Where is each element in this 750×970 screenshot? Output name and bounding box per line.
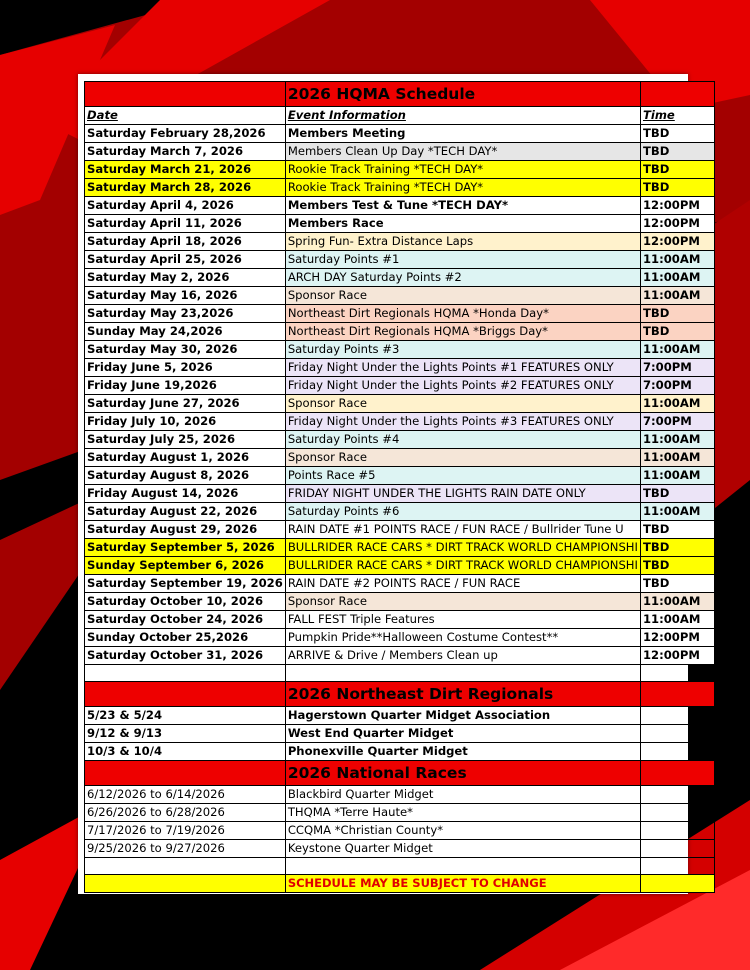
event-date: Saturday September 19, 2026	[85, 575, 286, 593]
event-info: Sponsor Race	[285, 395, 640, 413]
regional-time	[640, 707, 714, 725]
event-date: Saturday May 16, 2026	[85, 287, 286, 305]
event-info: ARRIVE & Drive / Members Clean up	[285, 647, 640, 665]
section-cell	[640, 761, 714, 786]
event-date: Saturday April 25, 2026	[85, 251, 286, 269]
event-time: 11:00AM	[640, 431, 714, 449]
national-event: CCQMA *Christian County*	[285, 822, 640, 840]
regional-date: 5/23 & 5/24	[85, 707, 286, 725]
schedule-row	[85, 575, 715, 593]
event-date: Saturday March 21, 2026	[85, 161, 286, 179]
schedule-row	[85, 197, 715, 215]
event-info: Members Test & Tune *TECH DAY*	[285, 197, 640, 215]
schedule-row	[85, 323, 715, 341]
event-info: Points Race #5	[285, 467, 640, 485]
event-date: Sunday September 6, 2026	[85, 557, 286, 575]
event-time: 7:00PM	[640, 413, 714, 431]
national-date: 6/26/2026 to 6/28/2026	[85, 804, 286, 822]
event-date: Friday June 5, 2026	[85, 359, 286, 377]
event-date: Saturday October 10, 2026	[85, 593, 286, 611]
schedule-row	[85, 413, 715, 431]
event-time: 12:00PM	[640, 215, 714, 233]
event-time: 11:00AM	[640, 395, 714, 413]
event-time: 11:00AM	[640, 449, 714, 467]
schedule-row	[85, 143, 715, 161]
national-time	[640, 822, 714, 840]
event-time: 7:00PM	[640, 359, 714, 377]
national-event: Blackbird Quarter Midget	[285, 786, 640, 804]
event-date: Saturday October 24, 2026	[85, 611, 286, 629]
event-time: TBD	[640, 485, 714, 503]
event-time: 11:00AM	[640, 251, 714, 269]
event-date: Saturday October 31, 2026	[85, 647, 286, 665]
schedule-row	[85, 359, 715, 377]
event-info: BULLRIDER RACE CARS * DIRT TRACK WORLD CHAMPIONSHI	[285, 539, 640, 557]
event-info: Spring Fun- Extra Distance Laps	[285, 233, 640, 251]
nationals-row	[85, 840, 715, 858]
schedule-row	[85, 593, 715, 611]
event-date: Saturday April 4, 2026	[85, 197, 286, 215]
event-date: Saturday June 27, 2026	[85, 395, 286, 413]
note-cell	[85, 875, 286, 893]
schedule-row	[85, 503, 715, 521]
event-time: 12:00PM	[640, 197, 714, 215]
note-cell	[640, 875, 714, 893]
event-date: Saturday May 23,2026	[85, 305, 286, 323]
schedule-row	[85, 233, 715, 251]
blank-row	[85, 858, 715, 875]
event-info: Saturday Points #6	[285, 503, 640, 521]
schedule-row	[85, 377, 715, 395]
schedule-table	[84, 81, 715, 893]
national-date: 9/25/2026 to 9/27/2026	[85, 840, 286, 858]
national-time	[640, 786, 714, 804]
schedule-row	[85, 539, 715, 557]
event-time: 11:00AM	[640, 269, 714, 287]
regional-event: West End Quarter Midget	[285, 725, 640, 743]
schedule-row	[85, 485, 715, 503]
event-time: TBD	[640, 143, 714, 161]
event-info: Rookie Track Training *TECH DAY*	[285, 161, 640, 179]
event-time: TBD	[640, 305, 714, 323]
national-date: 7/17/2026 to 7/19/2026	[85, 822, 286, 840]
nationals-title: 2026 National Races	[285, 761, 640, 786]
regionals-title-row	[85, 682, 715, 707]
event-info: Rookie Track Training *TECH DAY*	[285, 179, 640, 197]
schedule-row	[85, 467, 715, 485]
event-date: Saturday May 2, 2026	[85, 269, 286, 287]
schedule-title: 2026 HQMA Schedule	[285, 82, 640, 107]
event-info: Friday Night Under the Lights Points #2 FEATURES ONLY	[285, 377, 640, 395]
event-info: BULLRIDER RACE CARS * DIRT TRACK WORLD CHAMPIONSHI	[285, 557, 640, 575]
section-cell	[85, 682, 286, 707]
event-info: Sponsor Race	[285, 449, 640, 467]
event-info: Members Race	[285, 215, 640, 233]
event-date: Saturday August 8, 2026	[85, 467, 286, 485]
event-time: 12:00PM	[640, 629, 714, 647]
header-event: Event Information	[285, 107, 640, 125]
event-time: 11:00AM	[640, 593, 714, 611]
regional-date: 9/12 & 9/13	[85, 725, 286, 743]
blank-cell	[640, 665, 714, 682]
national-time	[640, 804, 714, 822]
event-time: 11:00AM	[640, 287, 714, 305]
schedule-row	[85, 287, 715, 305]
event-date: Saturday May 30, 2026	[85, 341, 286, 359]
regional-time	[640, 725, 714, 743]
event-info: Saturday Points #1	[285, 251, 640, 269]
event-info: FALL FEST Triple Features	[285, 611, 640, 629]
nationals-row	[85, 804, 715, 822]
event-time: TBD	[640, 575, 714, 593]
event-date: Saturday August 1, 2026	[85, 449, 286, 467]
event-date: Saturday August 22, 2026	[85, 503, 286, 521]
event-time: 12:00PM	[640, 233, 714, 251]
header-date: Date	[85, 107, 286, 125]
event-time: TBD	[640, 161, 714, 179]
blank-cell	[85, 665, 286, 682]
event-date: Sunday October 25,2026	[85, 629, 286, 647]
event-time: 11:00AM	[640, 341, 714, 359]
national-event: THQMA *Terre Haute*	[285, 804, 640, 822]
event-date: Saturday March 7, 2026	[85, 143, 286, 161]
event-info: Saturday Points #3	[285, 341, 640, 359]
schedule-row	[85, 305, 715, 323]
regionals-row	[85, 725, 715, 743]
event-time: 11:00AM	[640, 611, 714, 629]
schedule-row	[85, 449, 715, 467]
regional-event: Phonexville Quarter Midget	[285, 743, 640, 761]
footer-note: SCHEDULE MAY BE SUBJECT TO CHANGE	[285, 875, 640, 893]
event-date: Saturday April 11, 2026	[85, 215, 286, 233]
schedule-row	[85, 395, 715, 413]
schedule-row	[85, 161, 715, 179]
event-time: TBD	[640, 125, 714, 143]
blank-cell	[85, 858, 286, 875]
event-date: Saturday July 25, 2026	[85, 431, 286, 449]
event-date: Saturday March 28, 2026	[85, 179, 286, 197]
event-time: 11:00AM	[640, 467, 714, 485]
schedule-row	[85, 521, 715, 539]
column-header-row	[85, 107, 715, 125]
regional-time	[640, 743, 714, 761]
regionals-row	[85, 707, 715, 725]
event-info: Northeast Dirt Regionals HQMA *Briggs Day*	[285, 323, 640, 341]
schedule-row	[85, 341, 715, 359]
blank-cell	[285, 858, 640, 875]
schedule-row	[85, 125, 715, 143]
regionals-title: 2026 Northeast Dirt Regionals	[285, 682, 640, 707]
event-time: 12:00PM	[640, 647, 714, 665]
event-date: Saturday September 5, 2026	[85, 539, 286, 557]
event-info: Members Meeting	[285, 125, 640, 143]
event-info: ARCH DAY Saturday Points #2	[285, 269, 640, 287]
event-info: RAIN DATE #1 POINTS RACE / FUN RACE / Bullrider Tune U	[285, 521, 640, 539]
section-cell	[640, 682, 714, 707]
national-date: 6/12/2026 to 6/14/2026	[85, 786, 286, 804]
event-info: Sponsor Race	[285, 593, 640, 611]
nationals-row	[85, 822, 715, 840]
header-time: Time	[640, 107, 714, 125]
section-cell	[85, 761, 286, 786]
schedule-row	[85, 647, 715, 665]
event-date: Saturday April 18, 2026	[85, 233, 286, 251]
event-info: Members Clean Up Day *TECH DAY*	[285, 143, 640, 161]
event-info: Northeast Dirt Regionals HQMA *Honda Day*	[285, 305, 640, 323]
blank-cell	[640, 858, 714, 875]
event-info: RAIN DATE #2 POINTS RACE / FUN RACE	[285, 575, 640, 593]
event-date: Saturday February 28,2026	[85, 125, 286, 143]
schedule-row	[85, 215, 715, 233]
schedule-row	[85, 611, 715, 629]
nationals-title-row	[85, 761, 715, 786]
event-date: Friday June 19,2026	[85, 377, 286, 395]
event-info: Sponsor Race	[285, 287, 640, 305]
schedule-row	[85, 251, 715, 269]
event-time: 7:00PM	[640, 377, 714, 395]
event-date: Friday August 14, 2026	[85, 485, 286, 503]
event-time: 11:00AM	[640, 503, 714, 521]
event-time: TBD	[640, 179, 714, 197]
schedule-row	[85, 629, 715, 647]
event-date: Friday July 10, 2026	[85, 413, 286, 431]
event-time: TBD	[640, 521, 714, 539]
nationals-row	[85, 786, 715, 804]
regional-event: Hagerstown Quarter Midget Association	[285, 707, 640, 725]
footer-note-row	[85, 875, 715, 893]
event-info: FRIDAY NIGHT UNDER THE LIGHTS RAIN DATE ONLY	[285, 485, 640, 503]
event-info: Pumpkin Pride**Halloween Costume Contest**	[285, 629, 640, 647]
event-time: TBD	[640, 539, 714, 557]
event-info: Friday Night Under the Lights Points #1 FEATURES ONLY	[285, 359, 640, 377]
national-event: Keystone Quarter Midget	[285, 840, 640, 858]
event-info: Saturday Points #4	[285, 431, 640, 449]
schedule-row	[85, 269, 715, 287]
regionals-row	[85, 743, 715, 761]
blank-cell	[285, 665, 640, 682]
event-date: Saturday August 29, 2026	[85, 521, 286, 539]
event-time: TBD	[640, 323, 714, 341]
schedule-row	[85, 431, 715, 449]
schedule-row	[85, 557, 715, 575]
regional-date: 10/3 & 10/4	[85, 743, 286, 761]
event-time: TBD	[640, 557, 714, 575]
schedule-title-row	[85, 82, 715, 107]
national-time	[640, 840, 714, 858]
schedule-row	[85, 179, 715, 197]
event-info: Friday Night Under the Lights Points #3 FEATURES ONLY	[285, 413, 640, 431]
blank-row	[85, 665, 715, 682]
event-date: Sunday May 24,2026	[85, 323, 286, 341]
